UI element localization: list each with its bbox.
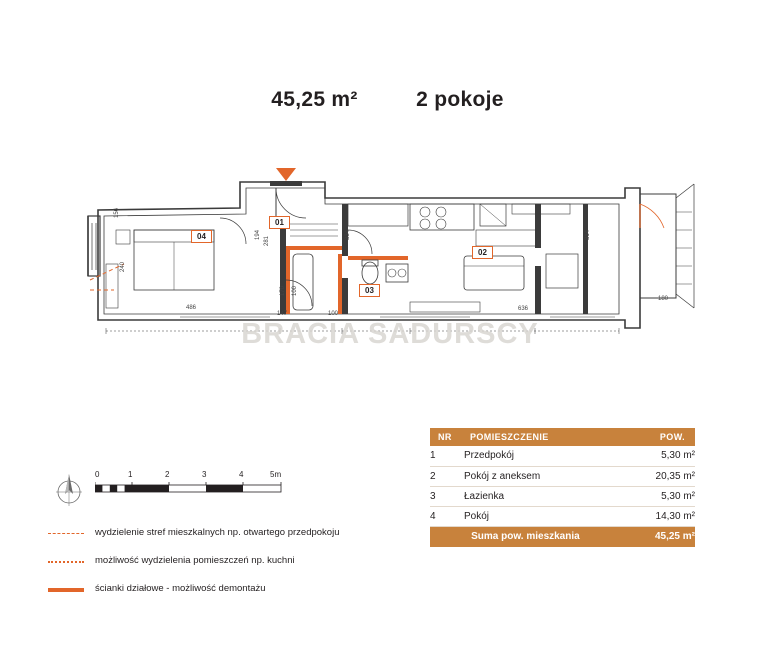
watermark: BRACIA SADURSCY	[241, 318, 539, 350]
scale-tick-labels	[95, 470, 295, 482]
table-row	[430, 486, 695, 506]
legend-label: ścianki działowe - możliwość demontażu	[95, 583, 266, 594]
scale-tick: 1	[128, 470, 133, 479]
room-tag-02: 02	[472, 246, 493, 259]
summary-value: 45,25 m²	[654, 531, 695, 543]
table-summary-row	[430, 526, 695, 547]
dimension-label: 240	[120, 261, 126, 272]
table-row	[430, 466, 695, 486]
scale-tick: 5m	[270, 470, 282, 479]
dimension-label: 147	[277, 311, 288, 317]
cell-nr: 2	[430, 470, 436, 482]
table-row	[430, 506, 695, 526]
summary-label: Suma pow. mieszkania	[471, 531, 580, 543]
page-header	[0, 88, 775, 112]
cell-nr: 1	[430, 450, 436, 462]
legend-sample-dashed-icon	[48, 531, 84, 537]
legend-item-partitions	[48, 581, 468, 609]
scale-tick: 0	[95, 470, 100, 479]
page-title-area: 45,25 m²	[271, 88, 358, 111]
dimension-label: 194	[255, 229, 261, 240]
column-header-name: POMIESZCZENIE	[470, 432, 549, 442]
scale-bar	[95, 470, 295, 506]
dimension-label: 156	[114, 207, 120, 218]
cell-pow: 20,35 m²	[655, 470, 695, 482]
cell-nr: 3	[430, 490, 436, 502]
legend-sample-dotted-icon	[48, 559, 84, 565]
legend	[48, 525, 468, 609]
cell-name: Przedpokój	[464, 450, 515, 462]
legend-label: możliwość wydzielenia pomieszczeń np. kuchni	[95, 555, 295, 566]
dimension-label: 314	[585, 229, 591, 240]
dimension-label: 170	[280, 285, 286, 296]
floor-plan-drawing	[80, 168, 700, 338]
cell-pow: 5,30 m²	[661, 490, 695, 502]
column-header-nr: NR	[438, 432, 452, 442]
room-tag-04: 04	[191, 230, 212, 243]
dimension-label: 281	[264, 235, 270, 246]
dimension-label: 180	[658, 296, 669, 302]
table-header-row	[430, 428, 695, 446]
legend-label: wydzielenie stref mieszkalnych np. otwartego przedpokoju	[95, 527, 340, 538]
dimension-label: 100	[292, 285, 298, 296]
cell-nr: 4	[430, 510, 436, 522]
cell-name: Łazienka	[464, 490, 505, 502]
column-header-pow: POW.	[659, 432, 685, 442]
table-row	[430, 446, 695, 466]
room-tag-03: 03	[359, 284, 380, 297]
compass-rose-icon	[48, 468, 90, 512]
room-schedule-table	[430, 428, 695, 547]
dimension-label: 486	[186, 305, 197, 311]
scale-tick: 4	[239, 470, 244, 479]
cell-pow: 5,30 m²	[661, 450, 695, 462]
room-tag-01: 01	[269, 216, 290, 229]
page-title-rooms: 2 pokoje	[416, 88, 504, 111]
legend-sample-solid-icon	[48, 587, 84, 593]
dimension-label: 334	[345, 229, 351, 240]
cell-name: Pokój	[464, 510, 490, 522]
scale-tick: 2	[165, 470, 170, 479]
cell-name: Pokój z aneksem	[464, 470, 541, 482]
dimension-label: 636	[518, 306, 529, 312]
scale-tick: 3	[202, 470, 207, 479]
dimension-label: 100	[328, 311, 339, 317]
legend-item-rooms	[48, 553, 468, 581]
cell-pow: 14,30 m²	[655, 510, 695, 522]
legend-item-zones	[48, 525, 468, 553]
